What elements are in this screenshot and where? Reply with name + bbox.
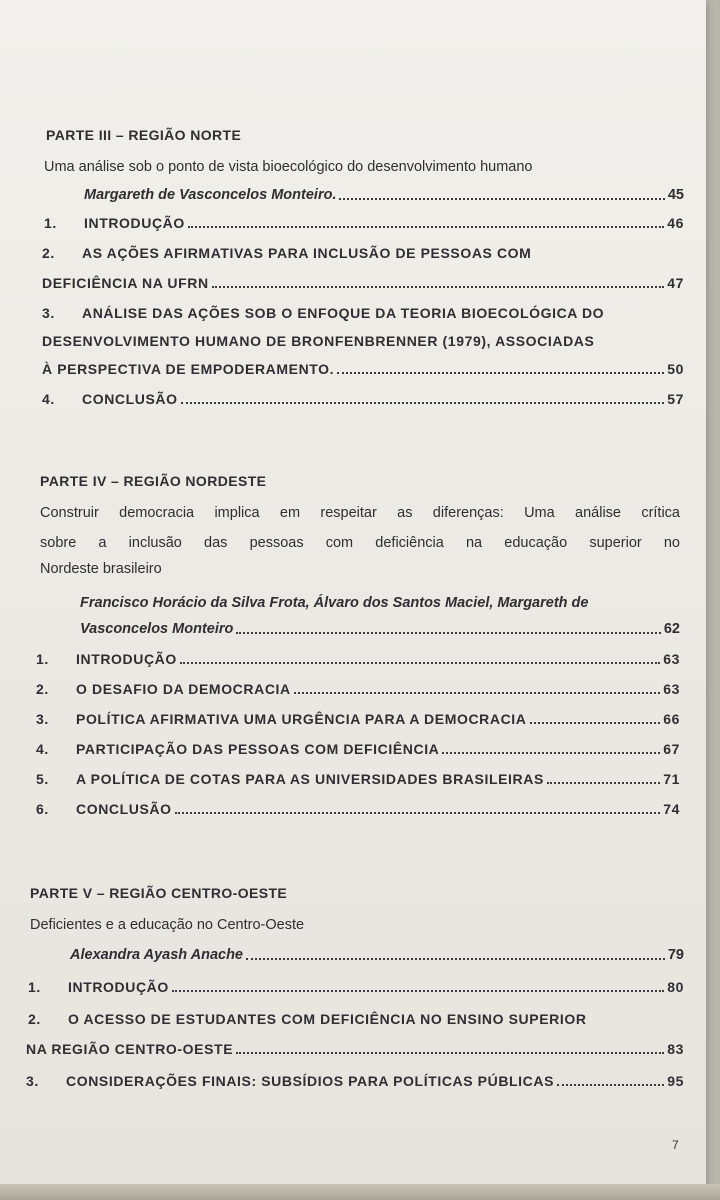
- dot-leader: [547, 782, 660, 784]
- page-edge-shadow: [0, 1184, 720, 1200]
- entry-title: CONSIDERAÇÕES FINAIS: SUBSÍDIOS PARA POLÍTICAS PÚBLICAS: [66, 1073, 555, 1089]
- entry-title: DESENVOLVIMENTO HUMANO DE BRONFENBRENNER (1979), ASSOCIADAS: [42, 333, 595, 349]
- entry-title: NA REGIÃO CENTRO-OESTE: [26, 1041, 234, 1057]
- dot-leader: [442, 752, 660, 754]
- dot-leader: [188, 226, 664, 228]
- page-ref: 47: [667, 275, 684, 291]
- toc-entry: [36, 702, 680, 728]
- chapter-title: [30, 908, 660, 934]
- entry-title: ANÁLISE DAS AÇÕES SOB O ENFOQUE DA TEORIA BIOECOLÓGICA DO: [82, 305, 605, 321]
- part-heading: [40, 464, 670, 490]
- dot-leader: [339, 198, 664, 200]
- page-ref: 63: [663, 651, 680, 667]
- dot-leader: [181, 402, 665, 404]
- part-heading-text: PARTE IV – REGIÃO NORDESTE: [40, 473, 267, 489]
- part-heading: [46, 118, 676, 144]
- toc-entry: [28, 970, 684, 996]
- dot-leader: [212, 286, 665, 288]
- entry-title: INTRODUÇÃO: [76, 651, 177, 667]
- chapter-title: [44, 150, 678, 176]
- page-number: 7: [672, 1138, 679, 1152]
- dot-leader: [175, 812, 661, 814]
- toc-entry: [36, 762, 680, 788]
- toc-entry: [42, 236, 682, 262]
- dot-leader: [172, 990, 664, 992]
- entry-number: 4.: [36, 741, 49, 757]
- toc-entry: [36, 732, 680, 758]
- entry-number: 1.: [36, 651, 49, 667]
- author-name: Alexandra Ayash Anache: [70, 947, 243, 963]
- toc-author-entry: [70, 938, 684, 964]
- entry-title: A POLÍTICA DE COTAS PARA AS UNIVERSIDADES BRASILEIRAS: [76, 771, 544, 787]
- author-name: Vasconcelos Monteiro: [80, 621, 234, 637]
- part-heading-text: PARTE V – REGIÃO CENTRO-OESTE: [30, 885, 288, 901]
- page-ref: 95: [667, 1073, 684, 1089]
- entry-number: 2.: [36, 681, 49, 697]
- toc-entry: [36, 792, 680, 818]
- chapter-title-text: Deficientes e a educação no Centro-Oeste: [30, 917, 305, 933]
- entry-number: 6.: [36, 801, 49, 817]
- toc-entry: [44, 206, 684, 232]
- dot-leader: [294, 692, 660, 694]
- part-heading-text: PARTE III – REGIÃO NORTE: [46, 127, 242, 143]
- entry-title: POLÍTICA AFIRMATIVA UMA URGÊNCIA PARA A DEMOCRACIA: [76, 711, 527, 727]
- entry-title: À PERSPECTIVA DE EMPODERAMENTO.: [42, 361, 335, 377]
- chapter-title: [40, 526, 680, 552]
- entry-title: CONCLUSÃO: [76, 801, 172, 817]
- dot-leader: [236, 632, 660, 634]
- chapter-title-text: sobre a inclusão das pessoas com deficiência na educação superior no: [40, 535, 680, 551]
- chapter-title: [40, 496, 680, 522]
- dot-leader: [246, 958, 665, 960]
- page-ref: 67: [663, 741, 680, 757]
- toc-author-entry: [80, 586, 680, 612]
- toc-entry: [42, 382, 684, 408]
- entry-number: 2.: [28, 1011, 41, 1027]
- toc-entry: [26, 1064, 684, 1090]
- entry-title: INTRODUÇÃO: [84, 215, 185, 231]
- page-ref: 83: [667, 1041, 684, 1057]
- page-ref: 80: [667, 979, 684, 995]
- dot-leader: [236, 1052, 664, 1054]
- entry-number: 5.: [36, 771, 49, 787]
- entry-title: INTRODUÇÃO: [68, 979, 169, 995]
- page-ref: 74: [663, 801, 680, 817]
- author-name: Margareth de Vasconcelos Monteiro.: [84, 187, 337, 203]
- entry-title: DEFICIÊNCIA NA UFRN: [42, 275, 209, 291]
- entry-number: 1.: [44, 215, 57, 231]
- toc-entry-continuation: [42, 266, 684, 292]
- chapter-title-text: Nordeste brasileiro: [40, 561, 162, 577]
- dot-leader: [557, 1084, 664, 1086]
- page-ref: 71: [663, 771, 680, 787]
- chapter-title-text: Construir democracia implica em respeitar as diferenças: Uma análise crítica: [40, 505, 680, 521]
- toc-entry: [36, 672, 680, 698]
- toc-entry: [42, 296, 682, 322]
- entry-title: CONCLUSÃO: [82, 391, 178, 407]
- entry-title: O DESAFIO DA DEMOCRACIA: [76, 681, 291, 697]
- page-ref: 45: [667, 187, 684, 203]
- toc-entry-continuation: [42, 324, 682, 350]
- toc-entry-continuation: [26, 1032, 684, 1058]
- entry-number: 3.: [26, 1073, 39, 1089]
- chapter-title: [40, 552, 680, 578]
- entry-title: O ACESSO DE ESTUDANTES COM DEFICIÊNCIA NO ENSINO SUPERIOR: [68, 1011, 587, 1027]
- page-ref: 62: [663, 621, 680, 637]
- page-ref: 50: [667, 361, 684, 377]
- dot-leader: [530, 722, 661, 724]
- entry-title: PARTICIPAÇÃO DAS PESSOAS COM DEFICIÊNCIA: [76, 741, 440, 757]
- chapter-title-text: Uma análise sob o ponto de vista bioecológico do desenvolvimento humano: [44, 159, 533, 175]
- toc-author-entry: [84, 178, 684, 204]
- entry-number: 4.: [42, 391, 55, 407]
- page-ref: 66: [663, 711, 680, 727]
- dot-leader: [337, 372, 664, 374]
- toc-entry: [36, 642, 680, 668]
- page-ref: 63: [663, 681, 680, 697]
- toc-author-entry: [80, 612, 680, 638]
- entry-number: 2.: [42, 245, 55, 261]
- page-ref: 46: [667, 215, 684, 231]
- entry-number: 1.: [28, 979, 41, 995]
- toc-entry-continuation: [42, 352, 684, 378]
- dot-leader: [180, 662, 660, 664]
- page-ref: 79: [667, 947, 684, 963]
- author-name: Francisco Horácio da Silva Frota, Álvaro dos Santos Maciel, Margareth de: [80, 595, 589, 611]
- entry-number: 3.: [36, 711, 49, 727]
- entry-title: AS AÇÕES AFIRMATIVAS PARA INCLUSÃO DE PESSOAS COM: [82, 245, 532, 261]
- entry-number: 3.: [42, 305, 55, 321]
- toc-entry: [28, 1002, 684, 1028]
- part-heading: [30, 876, 660, 902]
- page-ref: 57: [667, 391, 684, 407]
